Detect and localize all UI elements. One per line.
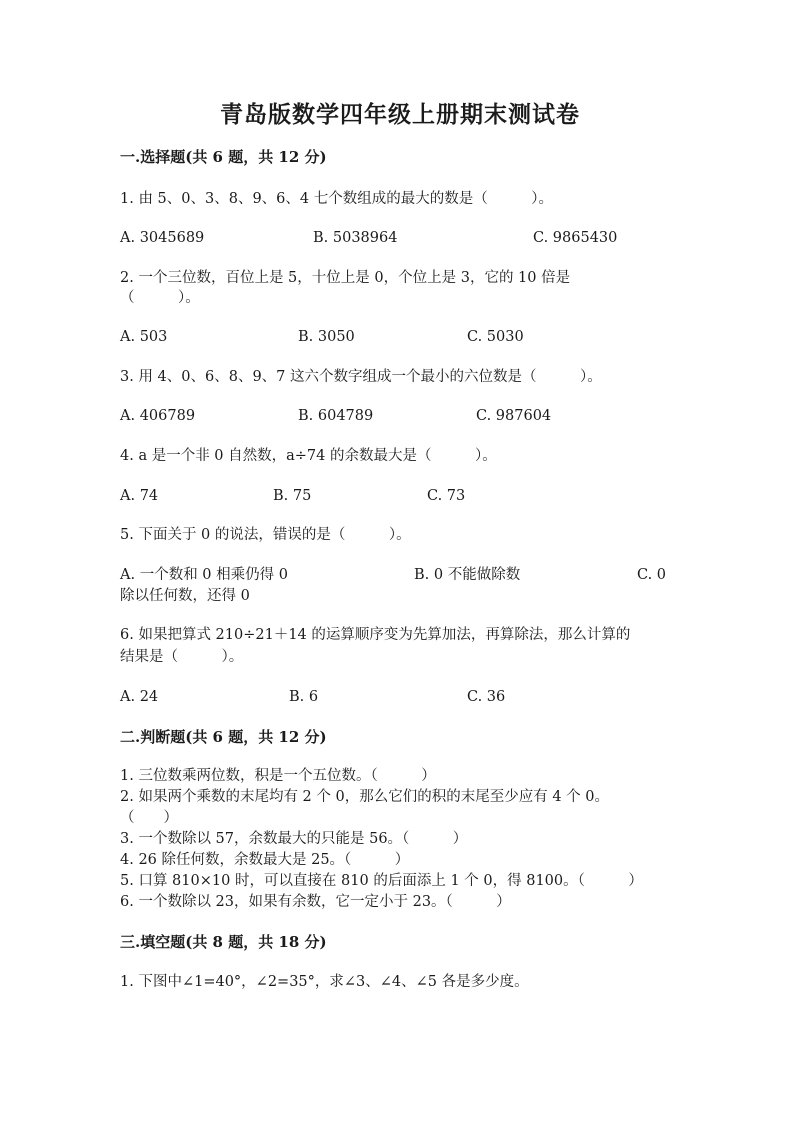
judge-item: 1. 三位数乘两位数，积是一个五位数。（ ）	[120, 768, 436, 784]
question-text: 5. 下面关于 0 的说法，错误的是（ ）。	[120, 527, 411, 543]
option-c: C. 987604	[476, 408, 552, 424]
option-a: A. 503	[120, 329, 168, 345]
section-heading-fill: 三.填空题(共 8 题，共 18 分)	[120, 933, 327, 951]
question-text: 2. 一个三位数，百位上是 5，十位上是 0，个位上是 3，它的 10 倍是	[120, 270, 571, 286]
judge-item: 3. 一个数除以 57，余数最大的只能是 56。（ ）	[120, 831, 468, 847]
option-b: B. 3050	[298, 329, 355, 345]
judge-item: 2. 如果两个乘数的末尾均有 2 个 0，那么它们的积的末尾至少应有 4 个 0。	[120, 789, 609, 805]
section-heading-judge: 二.判断题(共 6 题，共 12 分)	[120, 728, 327, 746]
question-text: 4. a 是一个非 0 自然数，a÷74 的余数最大是（ ）。	[120, 448, 497, 464]
judge-item: 5. 口算 810×10 时，可以直接在 810 的后面添上 1 个 0，得 8100。（ ）	[120, 873, 643, 889]
option-a: A. 74	[120, 488, 159, 504]
question-text: 3. 用 4、0、6、8、9、7 这六个数字组成一个最小的六位数是（ ）。	[120, 369, 602, 385]
option-c: C. 73	[427, 488, 466, 504]
judge-item: 4. 26 除任何数，余数最大是 25。（ ）	[120, 852, 410, 868]
question-text-cont: （ ）。	[120, 290, 200, 306]
option-c-cont: 除以任何数，还得 0	[120, 588, 250, 604]
option-b: B. 0 不能做除数	[414, 567, 521, 583]
option-a: A. 24	[120, 689, 159, 705]
option-b: B. 604789	[298, 408, 374, 424]
question-text: 1. 由 5、0、3、8、9、6、4 七个数组成的最大的数是（ ）。	[120, 191, 553, 207]
option-a: A. 一个数和 0 相乘仍得 0	[120, 567, 288, 583]
section-heading-choice: 一.选择题(共 6 题，共 12 分)	[120, 148, 327, 166]
option-c: C. 0	[637, 567, 667, 583]
judge-item-cont: （ ）	[120, 810, 178, 826]
page-title: 青岛版数学四年级上册期末测试卷	[220, 101, 580, 128]
option-c: C. 9865430	[533, 230, 618, 246]
judge-item: 6. 一个数除以 23，如果有余数，它一定小于 23。（ ）	[120, 894, 511, 910]
option-a: A. 3045689	[120, 230, 205, 246]
option-b: B. 6	[289, 689, 319, 705]
option-b: B. 75	[273, 488, 312, 504]
question-text: 1. 下图中∠1=40°，∠2=35°，求∠3、∠4、∠5 各是多少度。	[120, 974, 529, 990]
question-text: 6. 如果把算式 210÷21＋14 的运算顺序变为先算加法，再算除法，那么计算的	[120, 627, 631, 643]
option-c: C. 5030	[467, 329, 524, 345]
option-b: B. 5038964	[313, 230, 398, 246]
question-text-cont: 结果是（ ）。	[120, 649, 244, 665]
option-a: A. 406789	[120, 408, 196, 424]
option-c: C. 36	[467, 689, 506, 705]
